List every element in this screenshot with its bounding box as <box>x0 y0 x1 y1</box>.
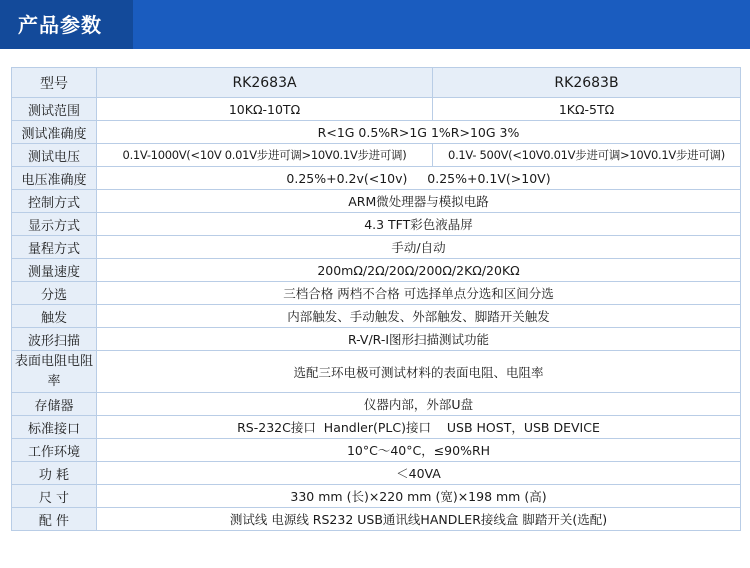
table-row <box>12 144 741 167</box>
row-value: ＜40VA <box>97 462 741 485</box>
table-row <box>12 259 741 282</box>
table-row <box>12 190 741 213</box>
table-row <box>12 508 741 531</box>
model-b: RK2683B <box>433 68 741 98</box>
row-value: ARM微处理器与模拟电路 <box>97 190 741 213</box>
row-value: 仪器内部，外部U盘 <box>97 393 741 416</box>
table-row <box>12 462 741 485</box>
row-value: 内部触发、手动触发、外部触发、脚踏开关触发 <box>97 305 741 328</box>
row-label: 显示方式 <box>12 213 97 236</box>
row-value: 330 mm (长)×220 mm (宽)×198 mm (高) <box>97 485 741 508</box>
model-a: RK2683A <box>97 68 433 98</box>
row-label: 标准接口 <box>12 416 97 439</box>
row-label: 表面电阻电阻率 <box>12 351 97 393</box>
row-value-a: 0.1V-1000V(<10V 0.01V步进可调>10V0.1V步进可调) <box>97 144 433 167</box>
table-row <box>12 305 741 328</box>
table-row <box>12 351 741 393</box>
model-label: 型号 <box>12 68 97 98</box>
row-value: R<1G 0.5%R>1G 1%R>10G 3% <box>97 121 741 144</box>
row-label: 测量速度 <box>12 259 97 282</box>
table-row <box>12 121 741 144</box>
table-row <box>12 393 741 416</box>
row-label: 存储器 <box>12 393 97 416</box>
row-value: 三档合格 两档不合格 可选择单点分选和区间分选 <box>97 282 741 305</box>
table-row <box>12 213 741 236</box>
row-value: 200mΩ/2Ω/20Ω/200Ω/2KΩ/20KΩ <box>97 259 741 282</box>
row-label: 配 件 <box>12 508 97 531</box>
row-value: R-V/R-I图形扫描测试功能 <box>97 328 741 351</box>
table-row <box>12 98 741 121</box>
row-value: 0.25%+0.2v(<10v) 0.25%+0.1V(>10V) <box>97 167 741 190</box>
table-row <box>12 416 741 439</box>
row-label: 测试电压 <box>12 144 97 167</box>
table-row <box>12 282 741 305</box>
table-row <box>12 236 741 259</box>
row-value: 10°C～40°C，≤90%RH <box>97 439 741 462</box>
table-row <box>12 167 741 190</box>
row-label: 尺 寸 <box>12 485 97 508</box>
row-value-b: 1KΩ-5TΩ <box>433 98 741 121</box>
header-bar <box>0 0 750 49</box>
row-label: 功 耗 <box>12 462 97 485</box>
row-value: 手动/自动 <box>97 236 741 259</box>
table-row <box>12 328 741 351</box>
row-value: 选配三环电极可测试材料的表面电阻、电阻率 <box>97 351 741 393</box>
header-title-tab <box>0 0 133 49</box>
page-title: 产品参数 <box>18 13 102 37</box>
row-value: 4.3 TFT彩色液晶屏 <box>97 213 741 236</box>
spec-table <box>11 67 741 531</box>
row-label: 工作环境 <box>12 439 97 462</box>
table-row <box>12 439 741 462</box>
row-label: 电压准确度 <box>12 167 97 190</box>
row-value: 测试线 电源线 RS232 USB通讯线HANDLER接线盒 脚踏开关(选配) <box>97 508 741 531</box>
row-label: 测试准确度 <box>12 121 97 144</box>
row-label: 量程方式 <box>12 236 97 259</box>
row-label: 分选 <box>12 282 97 305</box>
header-gap <box>0 49 750 67</box>
row-value: RS-232C接口 Handler(PLC)接口 USB HOST，USB DEVICE <box>97 416 741 439</box>
row-label: 控制方式 <box>12 190 97 213</box>
table-header-row <box>12 68 741 98</box>
row-value-b: 0.1V- 500V(<10V0.01V步进可调>10V0.1V步进可调) <box>433 144 741 167</box>
row-label: 测试范围 <box>12 98 97 121</box>
table-row <box>12 485 741 508</box>
row-value-a: 10KΩ-10TΩ <box>97 98 433 121</box>
row-label: 波形扫描 <box>12 328 97 351</box>
row-label: 触发 <box>12 305 97 328</box>
